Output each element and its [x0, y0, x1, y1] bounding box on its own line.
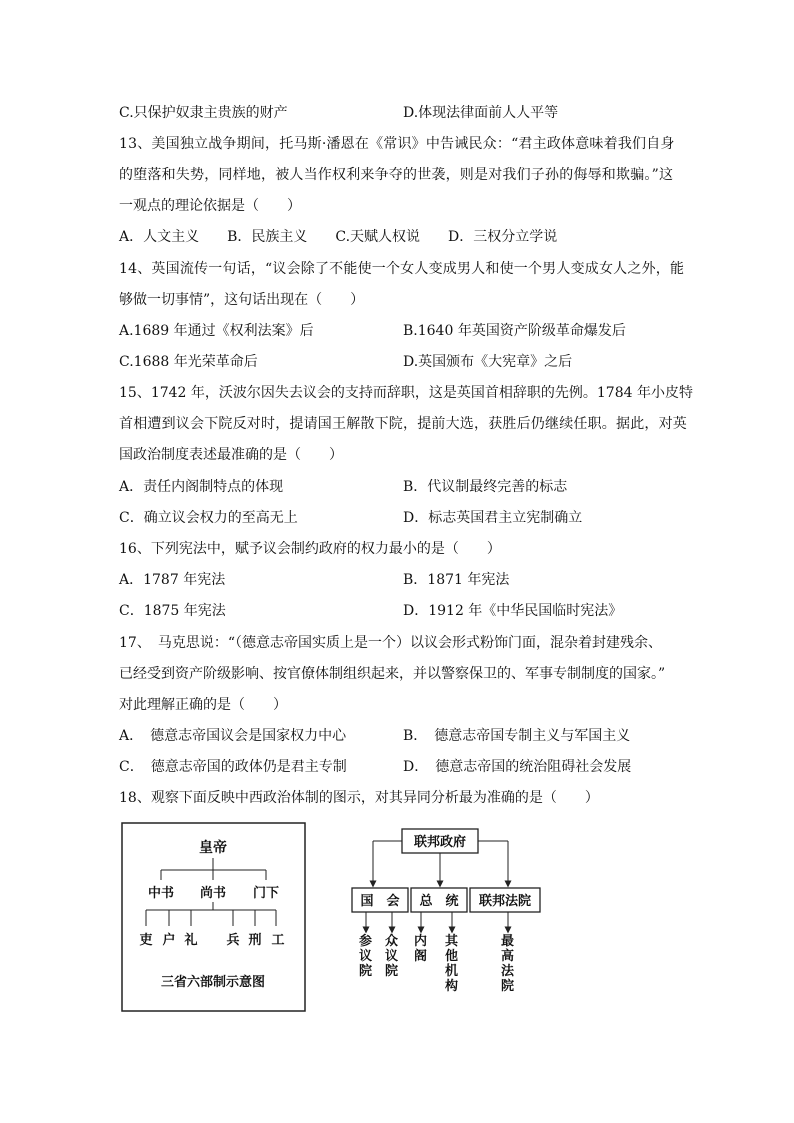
q15-option-a: A．责任内阁制特点的体现 — [119, 479, 284, 495]
q15-stem-line-3: 国政治制度表述最准确的是（ ） — [119, 447, 343, 463]
house-label: 众议院 — [385, 934, 399, 979]
q13-stem-line-1: 13、美国独立战争期间，托马斯·潘恩在《常识》中告诫民众：“君主政体意味着我们自身 — [119, 136, 675, 152]
q17-stem-line-2: 已经受到资产阶级影响、按官僚体制组织起来，并以警察保卫的、军事专制制度的国家。” — [119, 666, 666, 682]
q17-option-b: B． 德意志帝国专制主义与军国主义 — [403, 728, 631, 744]
q18-stem: 18、观察下面反映中西政治体制的图示，对其异同分析最为准确的是（ ） — [119, 790, 599, 806]
diagram-caption: 三省六部制示意图 — [160, 975, 266, 990]
q16-option-c: C．1875 年宪法 — [119, 603, 226, 619]
shangshu-label: 尚书 — [199, 886, 227, 901]
menxia-label: 门下 — [252, 886, 280, 901]
q15-option-c: C．确立议会权力的至高无上 — [119, 510, 298, 526]
q17-option-a: A． 德意志帝国议会是国家权力中心 — [119, 728, 347, 744]
q16-option-a: A．1787 年宪法 — [119, 572, 226, 588]
ministry-hu: 户 — [162, 933, 176, 948]
federal-government-label: 联邦政府 — [413, 835, 467, 850]
q15-option-d: D．标志英国君主立宪制确立 — [403, 510, 583, 526]
q12-option-d: D.体现法律面前人人平等 — [403, 105, 559, 121]
q13-options: A．人文主义 B．民族主义 C.天赋人权说 D．三权分立学说 — [119, 229, 558, 245]
federal-court-label: 联邦法院 — [478, 894, 532, 909]
ministry-bing: 兵 — [226, 933, 240, 948]
federal-government-diagram — [348, 826, 548, 996]
cabinet-label: 内阁 — [414, 934, 428, 964]
q16-option-d: D．1912 年《中华民国临时宪法》 — [403, 603, 623, 619]
senate-label: 参议院 — [359, 934, 373, 979]
q17-stem-line-3: 对此理解正确的是（ ） — [119, 697, 287, 713]
supreme-court-label: 最高法院 — [501, 934, 515, 994]
q17-stem-line-1: 17、 马克思说：“（德意志帝国实质上是一个）以议会形式粉饰门面，混杂着封建残余、 — [119, 635, 662, 651]
q14-option-b: B.1640 年英国资产阶级革命爆发后 — [403, 323, 626, 339]
q14-stem-line-2: 够做一切事情”，这句话出现在（ ） — [119, 292, 365, 308]
q15-option-b: B．代议制最终完善的标志 — [403, 479, 568, 495]
q16-stem: 16、下列宪法中，赋予议会制约政府的权力最小的是（ ） — [119, 541, 501, 557]
q14-stem-line-1: 14、英国流传一句话，“议会除了不能使一个女人变成男人和使一个男人变成女人之外，能 — [119, 261, 685, 277]
emperor-label: 皇帝 — [199, 840, 227, 856]
ministry-li-personnel: 吏 — [139, 933, 153, 948]
q17-option-d: D． 德意志帝国的统治阻碍社会发展 — [403, 759, 632, 775]
congress-label: 国 会 — [360, 894, 400, 909]
q15-stem-line-1: 15、1742 年，沃波尔因失去议会的支持而辞职，这是英国首相辞职的先例。1784 年小皮特 — [119, 385, 693, 401]
q13-stem-line-2: 的堕落和失势，同样地，被人当作权利来争夺的世袭，则是对我们子孙的侮辱和欺骗。”这 — [119, 167, 674, 183]
zhongshu-label: 中书 — [147, 886, 175, 901]
other-agencies-label: 其他机构 — [445, 934, 459, 994]
q13-stem-line-3: 一观点的理论依据是（ ） — [119, 198, 301, 214]
three-departments-six-ministries-diagram — [121, 822, 306, 1012]
ministry-xing: 刑 — [248, 933, 262, 948]
q14-option-c: C.1688 年光荣革命后 — [119, 354, 258, 370]
ministry-gong: 工 — [271, 933, 285, 948]
ministry-li-rites: 礼 — [184, 933, 198, 948]
q17-option-c: C． 德意志帝国的政体仍是君主专制 — [119, 759, 347, 775]
q14-option-d: D.英国颁布《大宪章》之后 — [403, 354, 573, 370]
q14-option-a: A.1689 年通过《权利法案》后 — [119, 323, 314, 339]
q16-option-b: B．1871 年宪法 — [403, 572, 510, 588]
q12-option-c: C.只保护奴隶主贵族的财产 — [119, 105, 288, 121]
q15-stem-line-2: 首相遭到议会下院反对时，提请国王解散下院，提前大选，获胜后仍继续任职。据此，对英 — [119, 416, 687, 432]
president-label: 总 统 — [419, 894, 459, 909]
